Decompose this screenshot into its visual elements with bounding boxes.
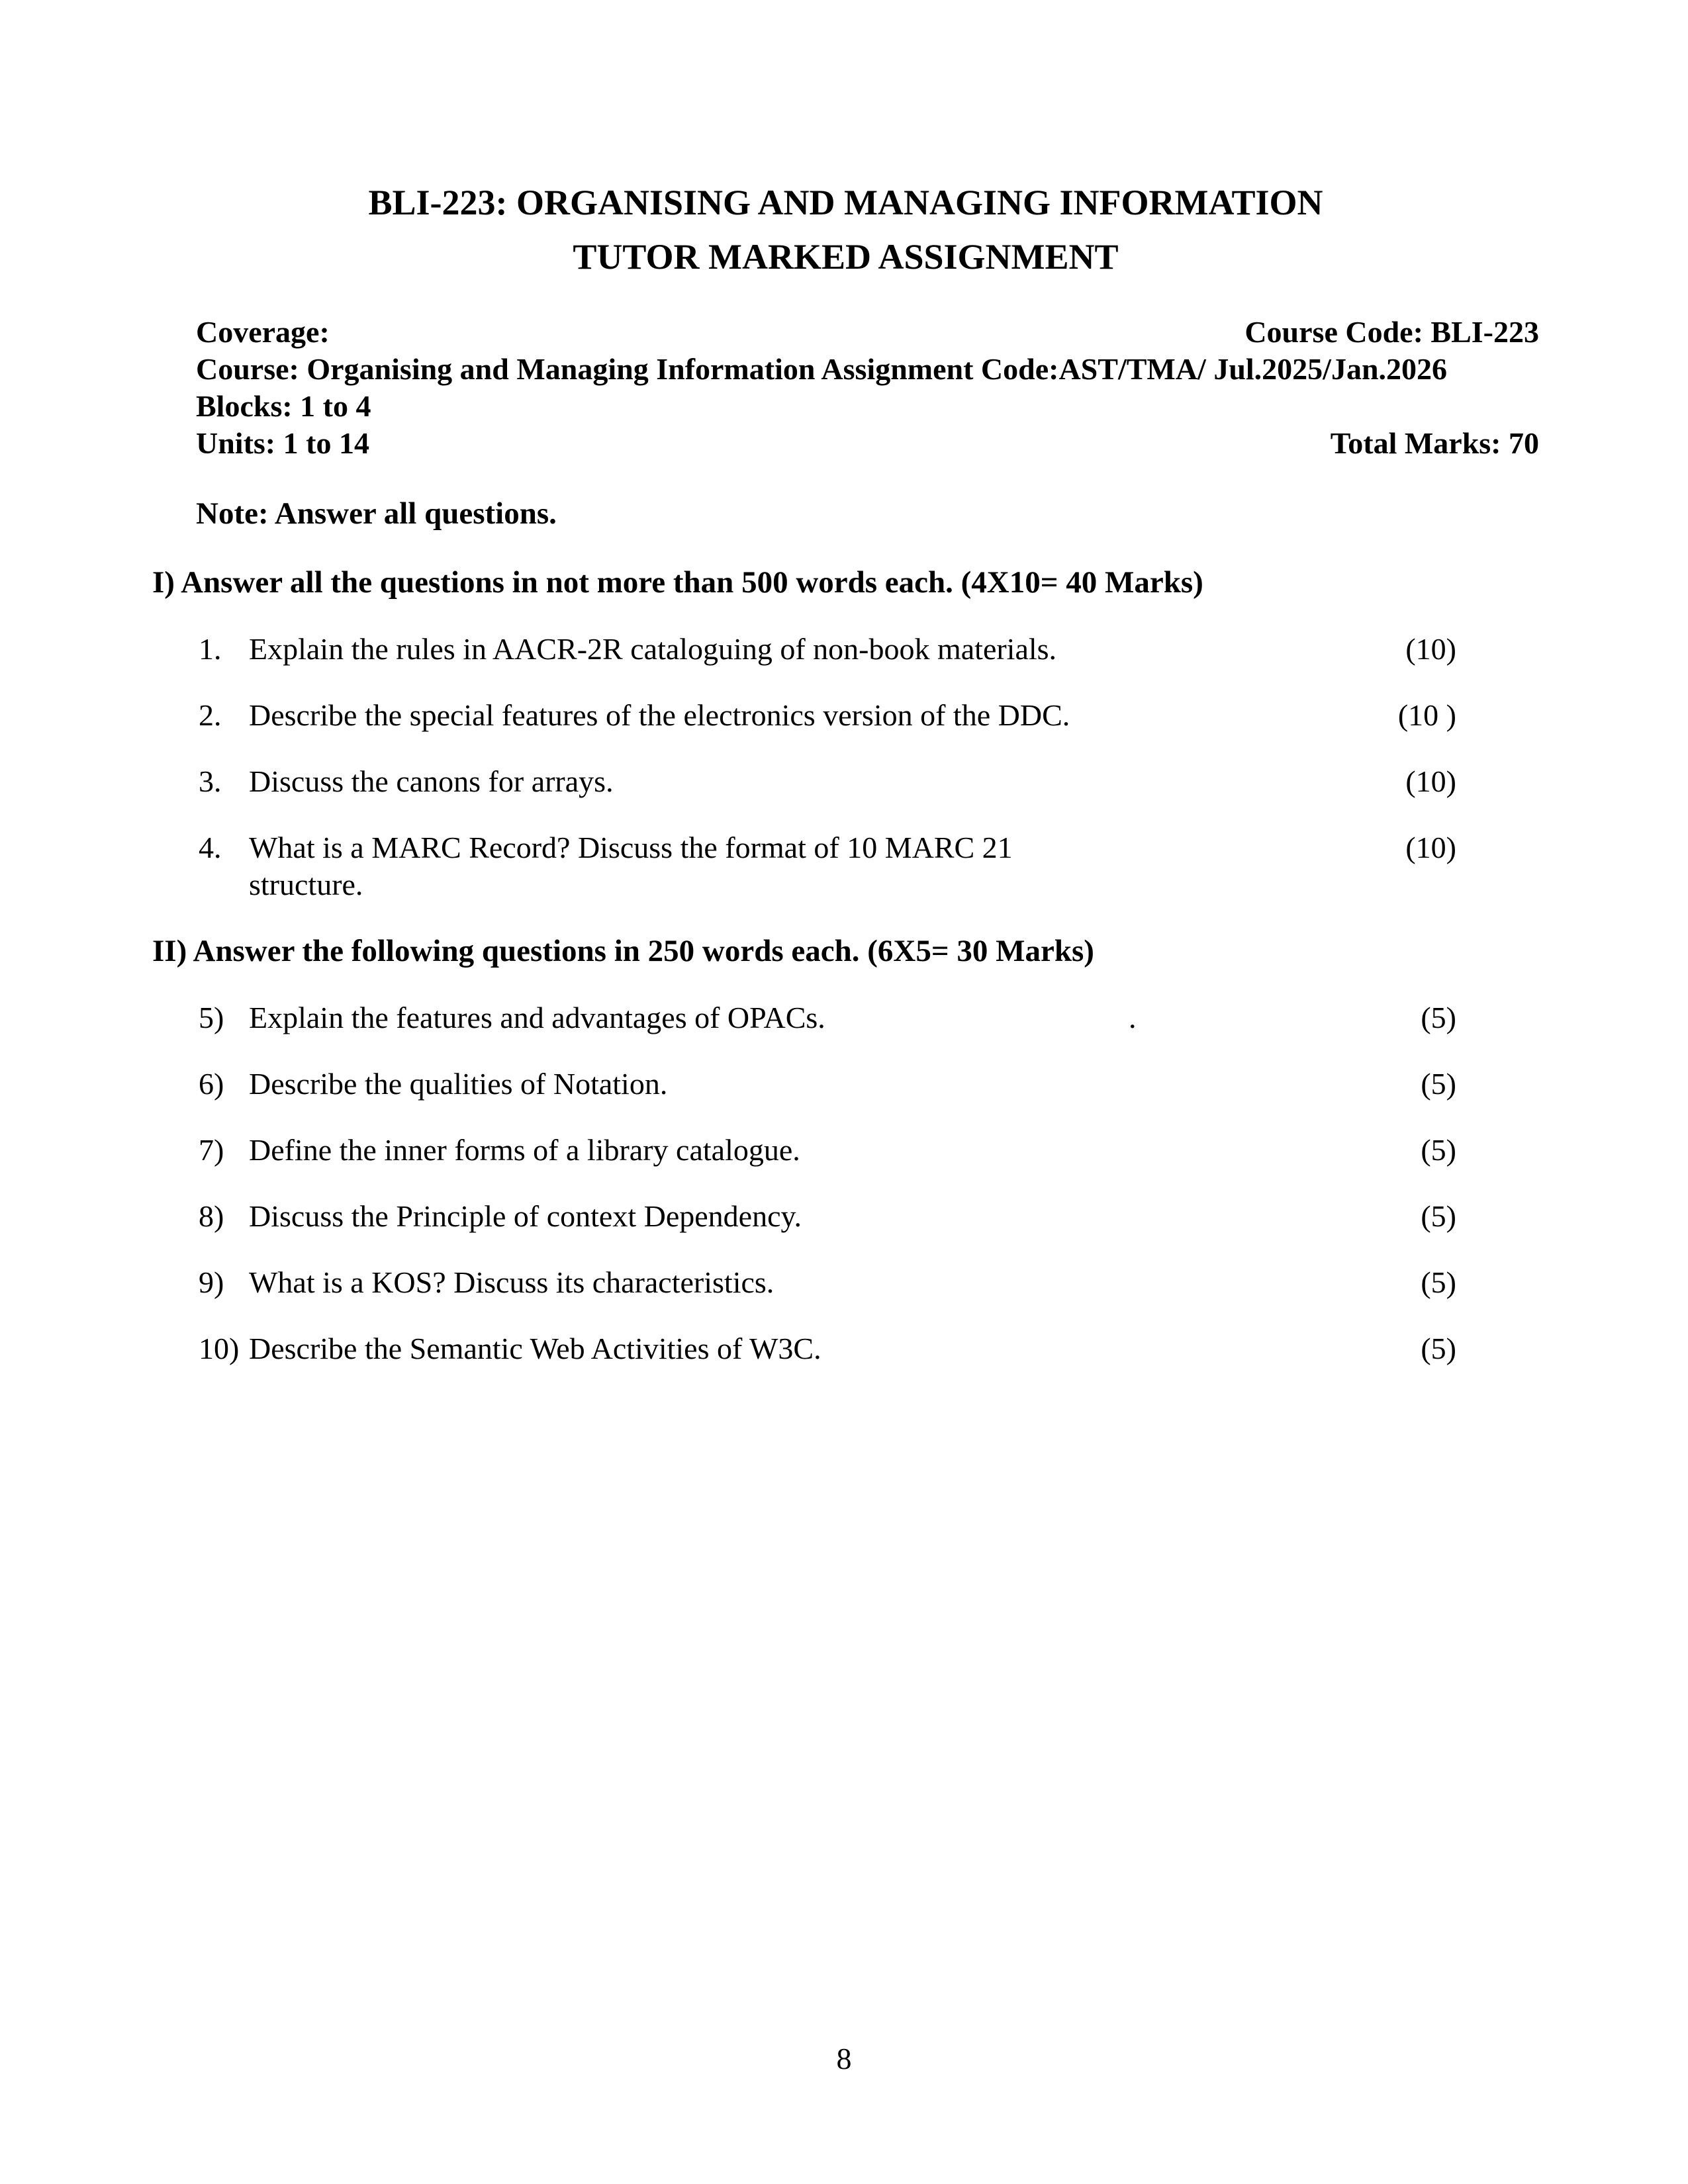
course-assignment-line: Course: Organising and Managing Information Assignment Code:AST/TMA/ Jul.2025/Jan.2026	[196, 352, 1448, 386]
question-text: What is a MARC Record? Discuss the format of 10 MARC 21 structure.	[249, 831, 1013, 901]
question-marks: (5)	[1421, 1199, 1456, 1233]
question-number: 1.	[199, 632, 222, 666]
section-1-heading: I) Answer all the questions in not more than 500 words each. (4X10= 40 Marks)	[152, 565, 1203, 600]
question-text: Describe the qualities of Notation.	[249, 1067, 668, 1101]
question-marks: (5)	[1421, 1332, 1456, 1365]
section-2-heading: II) Answer the following questions in 250 words each. (6X5= 30 Marks)	[152, 934, 1094, 968]
question-marks: (10)	[1405, 764, 1456, 798]
question-row	[199, 763, 1539, 800]
question-marks: (10)	[1405, 632, 1456, 666]
question-text: Explain the rules in AACR-2R cataloguing of non-book materials.	[249, 632, 1057, 666]
question-row	[199, 697, 1539, 734]
question-number: 4.	[199, 831, 222, 864]
question-marks: (5)	[1421, 1001, 1456, 1034]
meta-row-units	[196, 425, 1539, 462]
meta-row-course	[196, 351, 1539, 388]
page-title: BLI-223: ORGANISING AND MANAGING INFORMATION	[368, 183, 1323, 222]
question-marks: (5)	[1421, 1067, 1456, 1101]
question-text: Define the inner forms of a library catalogue.	[249, 1133, 800, 1167]
question-marks: (5)	[1421, 1133, 1456, 1167]
question-number: 5)	[199, 1001, 224, 1034]
page-number: 8	[836, 2042, 852, 2075]
question-number: 8)	[199, 1199, 224, 1233]
coverage-label: Coverage:	[196, 315, 330, 349]
course-code: Course Code: BLI-223	[1244, 315, 1539, 349]
question-marks: (10 )	[1397, 698, 1456, 732]
page-subtitle: TUTOR MARKED ASSIGNMENT	[573, 237, 1119, 277]
question-text: Discuss the Principle of context Dependency.	[249, 1199, 802, 1233]
meta-row-coverage	[196, 314, 1539, 351]
question-number: 7)	[199, 1133, 224, 1167]
question-row	[199, 1132, 1539, 1169]
question-text: Describe the special features of the electronics version of the DDC.	[249, 698, 1070, 732]
question-number: 3.	[199, 764, 222, 798]
question-number: 6)	[199, 1067, 224, 1101]
question-row	[199, 1198, 1539, 1235]
question-text: What is a KOS? Discuss its characteristics.	[249, 1265, 774, 1299]
section-2-questions	[152, 999, 1539, 1367]
question-row	[199, 631, 1539, 668]
blocks-line: Blocks: 1 to 4	[196, 389, 371, 423]
question-marks: (5)	[1421, 1265, 1456, 1299]
total-marks: Total Marks: 70	[1330, 426, 1539, 460]
question-row	[199, 829, 1539, 903]
meta-row-blocks	[196, 388, 1539, 425]
assignment-meta	[196, 314, 1539, 462]
units-line: Units: 1 to 14	[196, 426, 369, 460]
note-text: Note: Answer all questions.	[196, 496, 557, 531]
section-1-questions	[152, 631, 1539, 903]
question-marks: (10)	[1405, 831, 1456, 864]
question-row	[199, 1330, 1539, 1367]
question-row	[199, 1264, 1539, 1301]
question-text: Discuss the canons for arrays.	[249, 764, 614, 798]
question-number: 10)	[199, 1332, 240, 1365]
question-text: Explain the features and advantages of OPACs.	[249, 1001, 825, 1034]
question-number: 9)	[199, 1265, 224, 1299]
question-number: 2.	[199, 698, 222, 732]
question-row	[199, 999, 1539, 1036]
question-extra: .	[1129, 1001, 1137, 1034]
question-text: Describe the Semantic Web Activities of W3C.	[249, 1332, 821, 1365]
question-row	[199, 1066, 1539, 1103]
